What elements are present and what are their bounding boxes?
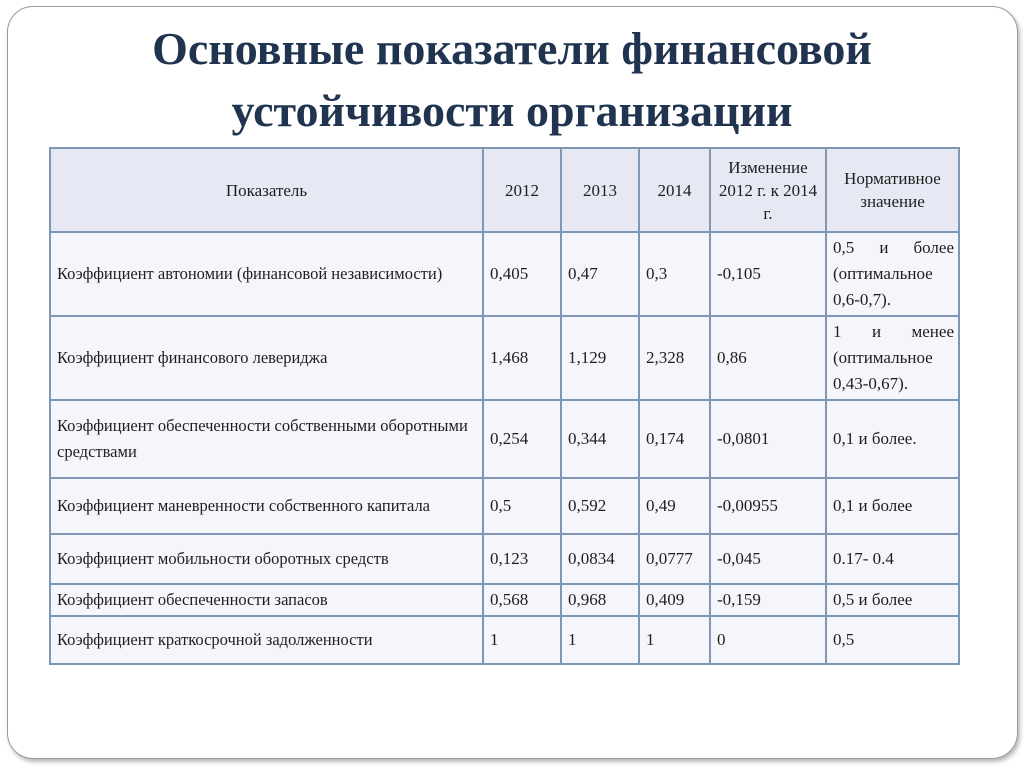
value-cell: 1 xyxy=(639,616,710,664)
indicator-cell: Коэффициент автономии (финансовой независимости) xyxy=(50,232,483,316)
table-row xyxy=(50,478,959,534)
column-header: Изменение 2012 г. к 2014 г. xyxy=(710,148,826,232)
value-cell: 1 xyxy=(483,616,561,664)
value-cell: 0,409 xyxy=(639,584,710,616)
value-cell: 0,254 xyxy=(483,400,561,478)
slide-title: Основные показатели финансовой устойчивости организации xyxy=(152,23,872,136)
value-cell: 0,47 xyxy=(561,232,639,316)
normative-cell: 0,5 и более xyxy=(826,584,959,616)
indicator-cell: Коэффициент обеспеченности запасов xyxy=(50,584,483,616)
change-cell: -0,159 xyxy=(710,584,826,616)
value-cell: 0,5 xyxy=(483,478,561,534)
change-cell: 0 xyxy=(710,616,826,664)
normative-cell: 0.17- 0.4 xyxy=(826,534,959,584)
value-cell: 0,592 xyxy=(561,478,639,534)
table-row xyxy=(50,400,959,478)
table-row xyxy=(50,584,959,616)
value-cell: 1 xyxy=(561,616,639,664)
indicator-cell: Коэффициент маневренности собственного капитала xyxy=(50,478,483,534)
indicator-cell: Коэффициент мобильности оборотных средств xyxy=(50,534,483,584)
table-row xyxy=(50,316,959,400)
table-row xyxy=(50,534,959,584)
indicator-cell: Коэффициент финансового левериджа xyxy=(50,316,483,400)
normative-cell: 0,1 и более xyxy=(826,478,959,534)
column-header: 2014 xyxy=(639,148,710,232)
financial-stability-table xyxy=(49,147,960,665)
value-cell: 1,129 xyxy=(561,316,639,400)
value-cell: 0,0834 xyxy=(561,534,639,584)
value-cell: 0,568 xyxy=(483,584,561,616)
value-cell: 0,174 xyxy=(639,400,710,478)
column-header: 2012 xyxy=(483,148,561,232)
change-cell: -0,0801 xyxy=(710,400,826,478)
value-cell: 0,123 xyxy=(483,534,561,584)
change-cell: -0,00955 xyxy=(710,478,826,534)
change-cell: -0,105 xyxy=(710,232,826,316)
indicator-cell: Коэффициент краткосрочной задолженности xyxy=(50,616,483,664)
value-cell: 1,468 xyxy=(483,316,561,400)
value-cell: 0,3 xyxy=(639,232,710,316)
table-row xyxy=(50,616,959,664)
value-cell: 0,968 xyxy=(561,584,639,616)
value-cell: 2,328 xyxy=(639,316,710,400)
change-cell: -0,045 xyxy=(710,534,826,584)
table-header-row xyxy=(50,148,959,232)
column-header: Нормативное значение xyxy=(826,148,959,232)
column-header: Показатель xyxy=(50,148,483,232)
normative-cell: 1 и менее (оптимальное 0,43-0,67). xyxy=(826,316,959,400)
value-cell: 0,0777 xyxy=(639,534,710,584)
normative-cell: 0,1 и более. xyxy=(826,400,959,478)
change-cell: 0,86 xyxy=(710,316,826,400)
value-cell: 0,344 xyxy=(561,400,639,478)
column-header: 2013 xyxy=(561,148,639,232)
table-row xyxy=(50,232,959,316)
normative-cell: 0,5 и более (оптимальное 0,6-0,7). xyxy=(826,232,959,316)
normative-cell: 0,5 xyxy=(826,616,959,664)
value-cell: 0,49 xyxy=(639,478,710,534)
value-cell: 0,405 xyxy=(483,232,561,316)
indicator-cell: Коэффициент обеспеченности собственными оборотными средствами xyxy=(50,400,483,478)
